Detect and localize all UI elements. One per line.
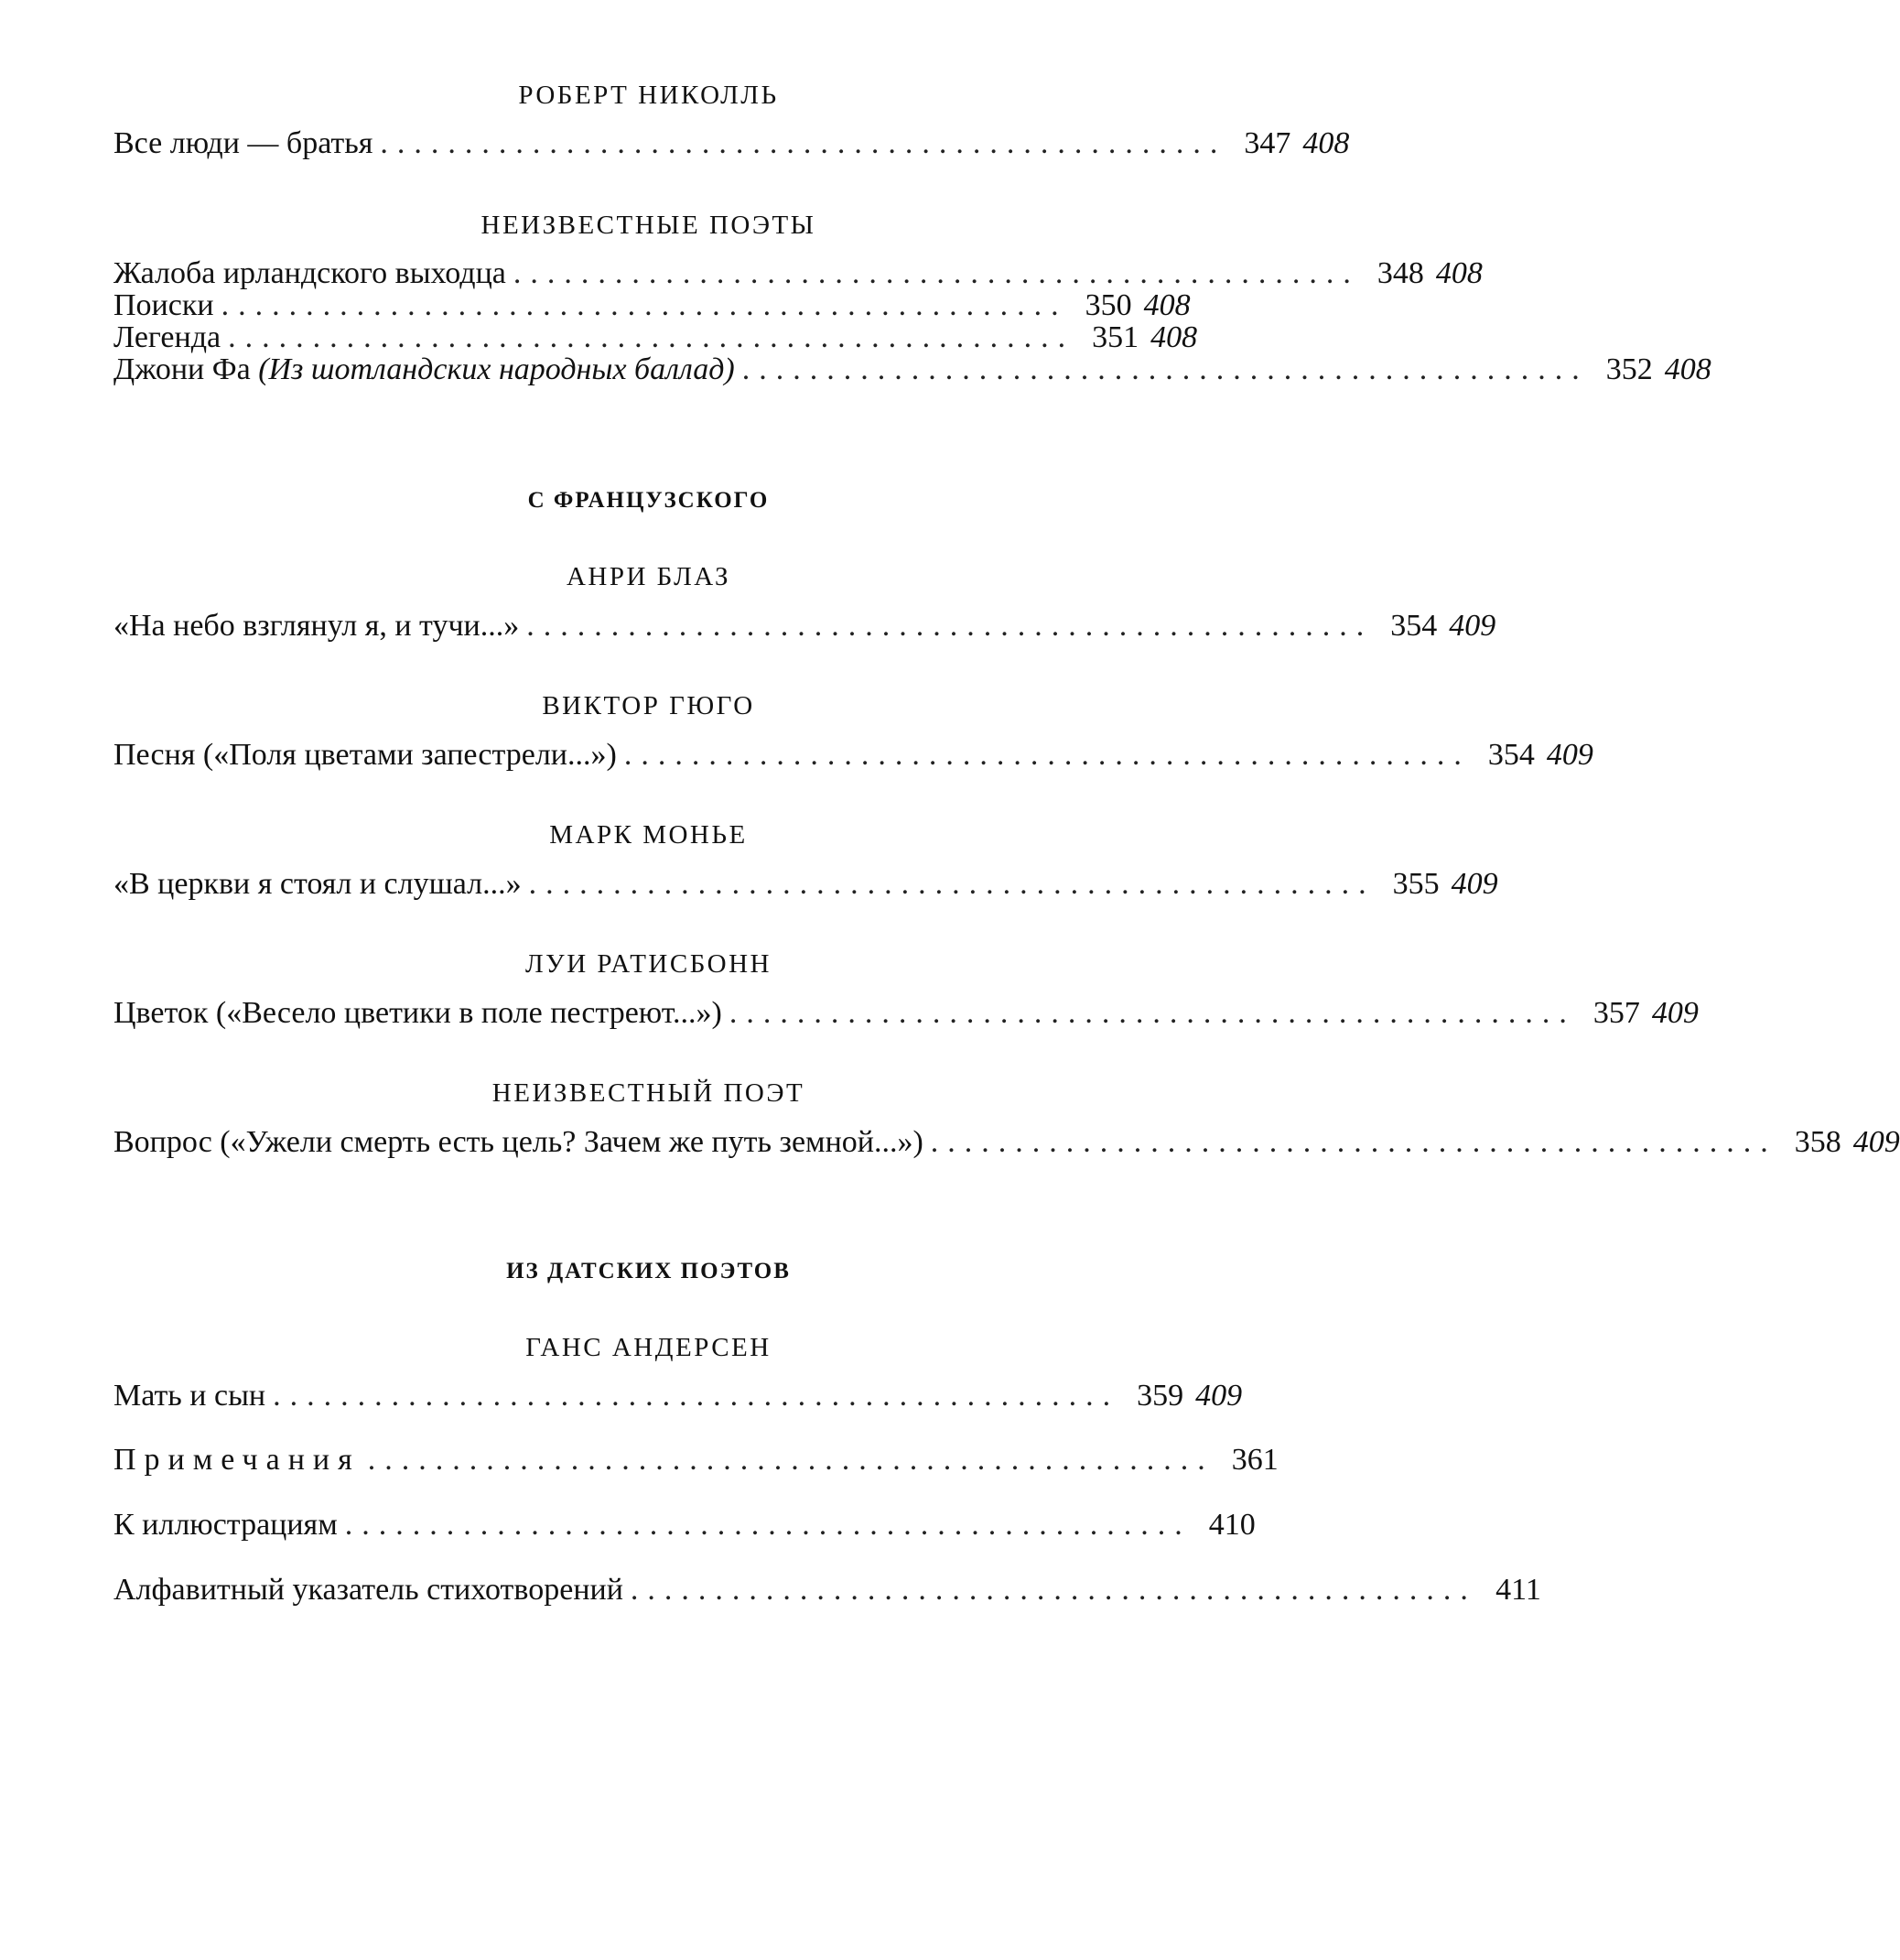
toc-entry (113, 320, 1198, 355)
entry-note-page: 409 (1852, 1125, 1900, 1159)
author-heading-monnier: МАРК МОНЬЕ (549, 820, 748, 850)
entry-note-page: 409 (1546, 738, 1593, 772)
toc-entry (113, 1125, 1900, 1160)
entry-note-page: 409 (1449, 609, 1496, 643)
entry-page: 359 (1137, 1379, 1184, 1413)
entry-title-main: Джони Фа (113, 352, 259, 386)
dot-leader: .................................................. (930, 1125, 1777, 1159)
toc-entry (113, 1379, 1243, 1413)
entry-title: Алфавитный указатель стихотворений (113, 1573, 623, 1607)
entry-note-page: 409 (1451, 867, 1498, 901)
entry-title: «На небо взглянул я, и тучи...» (113, 609, 520, 643)
toc-entry (113, 738, 1593, 773)
entry-title: Мать и сын (113, 1379, 266, 1413)
entry-note-page: 409 (1195, 1379, 1243, 1413)
entry-page: 348 (1376, 256, 1424, 290)
entry-title: Песня («Поля цветами запестрели...») (113, 738, 617, 772)
toc-entry (113, 996, 1699, 1031)
dot-leader: .................................................. (380, 126, 1227, 160)
toc-entry (113, 609, 1496, 644)
entry-title: «В церкви я стоял и слушал...» (113, 867, 522, 901)
entry-note-page: 408 (1143, 288, 1191, 322)
author-heading-blaze: АНРИ БЛАЗ (566, 562, 731, 591)
dot-leader: .................................................. (528, 867, 1376, 901)
dot-leader: .................................................. (630, 1573, 1477, 1607)
section-title-french: С ФРАНЦУЗСКОГО (527, 488, 770, 513)
dot-leader: .................................................. (273, 1379, 1120, 1413)
entry-page: 411 (1495, 1573, 1541, 1607)
entry-title: Цветок («Весело цветики в поле пестреют...») (113, 996, 722, 1030)
author-heading-unknown-poet: НЕИЗВЕСТНЫЙ ПОЭТ (491, 1078, 805, 1108)
entry-page: 354 (1390, 609, 1438, 643)
section-title-danish: ИЗ ДАТСКИХ ПОЭТОВ (506, 1259, 791, 1283)
author-heading-andersen: ГАНС АНДЕРСЕН (525, 1333, 772, 1362)
entry-note-page: 408 (1150, 320, 1198, 354)
entry-page: 410 (1208, 1508, 1256, 1542)
entry-page: 350 (1085, 288, 1132, 322)
entry-title: Жалоба ирландского выходца (113, 256, 506, 290)
dot-leader: .................................................. (221, 288, 1068, 322)
entry-title: Вопрос («Ужели смерть есть цель? Зачем же путь земной...») (113, 1125, 923, 1159)
dot-leader: .................................................. (729, 996, 1576, 1030)
dot-leader: .................................................. (228, 320, 1075, 354)
entry-title (113, 352, 735, 387)
dot-leader: .................................................. (367, 1443, 1214, 1477)
dot-leader: .................................................. (344, 1508, 1192, 1542)
entry-title: К иллюстрациям (113, 1508, 338, 1542)
toc-entry (113, 352, 1711, 387)
toc-entry (113, 1573, 1541, 1608)
toc-entry (113, 867, 1498, 902)
entry-page: 357 (1592, 996, 1640, 1030)
entry-page: 358 (1794, 1125, 1841, 1159)
entry-page: 361 (1231, 1443, 1279, 1477)
dot-leader: .................................................. (623, 738, 1471, 772)
entry-page: 351 (1092, 320, 1139, 354)
toc-entry (113, 126, 1350, 161)
dot-leader: .................................................. (741, 352, 1589, 386)
dot-leader: .................................................. (526, 609, 1374, 643)
entry-title-italic: (Из шотландских народных баллад) (258, 352, 735, 386)
toc-entry (113, 1508, 1256, 1543)
author-heading-ratisbonne: ЛУИ РАТИСБОНН (525, 949, 772, 979)
toc-entry (113, 288, 1191, 323)
entry-note-page: 408 (1664, 352, 1711, 386)
entry-note-page: 408 (1435, 256, 1483, 290)
toc-entry (113, 1443, 1279, 1478)
author-heading-hugo: ВИКТОР ГЮГО (542, 691, 755, 720)
entry-page: 354 (1487, 738, 1535, 772)
author-heading-unknown-poets: НЕИЗВЕСТНЫЕ ПОЭТЫ (480, 211, 816, 240)
author-heading-nicoll: РОБЕРТ НИКОЛЛЬ (518, 81, 779, 110)
toc-entry (113, 256, 1483, 291)
entry-page: 352 (1605, 352, 1653, 386)
entry-title: Поиски (113, 288, 214, 322)
entry-note-page: 409 (1651, 996, 1699, 1030)
entry-title: Легенда (113, 320, 221, 354)
entry-page: 347 (1244, 126, 1291, 160)
entry-note-page: 408 (1302, 126, 1350, 160)
entry-title: Все люди — братья (113, 126, 373, 160)
entry-page: 355 (1392, 867, 1440, 901)
entry-title: Примечания (113, 1443, 361, 1477)
dot-leader: .................................................. (513, 256, 1360, 290)
